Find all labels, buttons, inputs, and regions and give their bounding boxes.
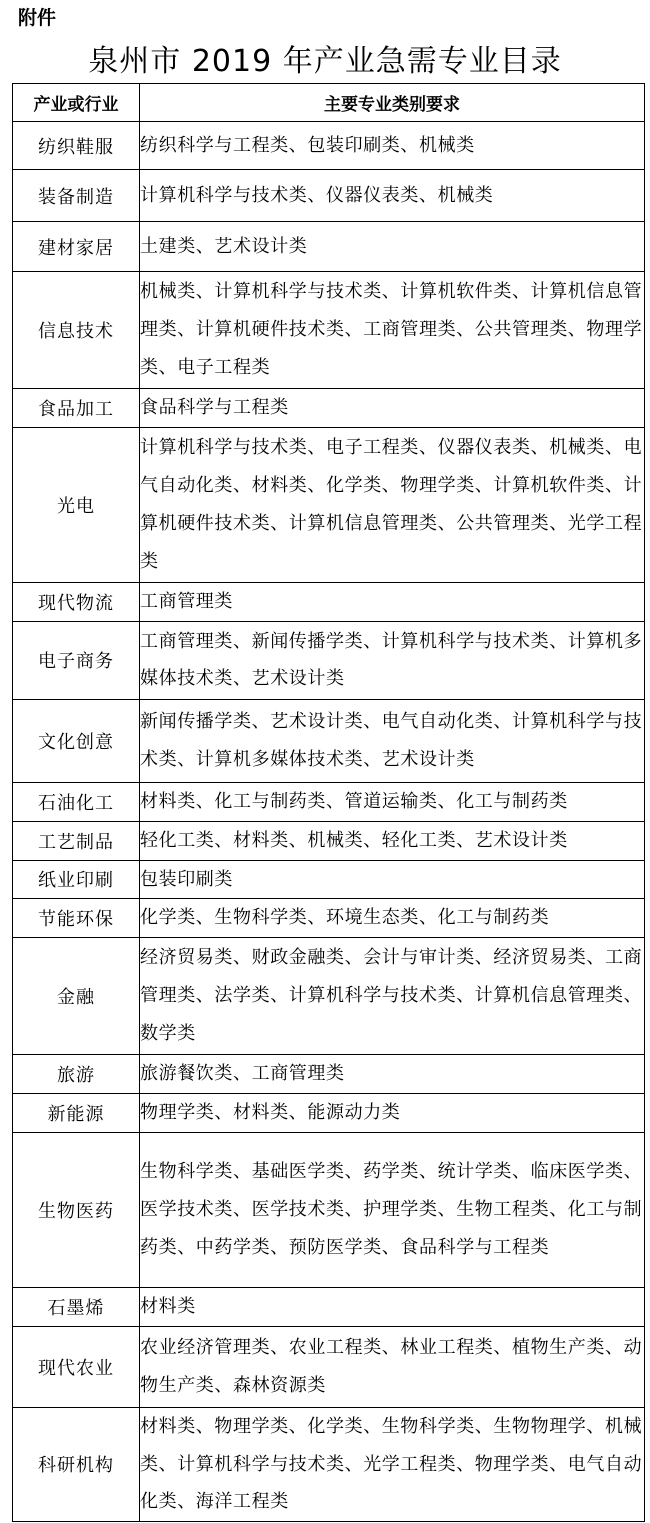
table-row: [13, 860, 645, 899]
industry-cell: 新能源: [13, 1094, 140, 1133]
annex-label: 附件: [18, 7, 57, 29]
industry-cell: 信息技术: [13, 272, 140, 389]
industry-cell: 工艺制品: [13, 821, 140, 860]
majors-cell: 计算机科学与技术类、仪器仪表类、机械类: [140, 170, 645, 222]
table-row: [13, 899, 645, 938]
industry-cell: 旅游: [13, 1055, 140, 1094]
table-row: [13, 389, 645, 428]
table-row: [13, 1326, 645, 1407]
table-row: [13, 621, 645, 699]
table-row: [13, 222, 645, 272]
majors-cell: 计算机科学与技术类、电子工程类、仪器仪表类、机械类、电气自动化类、材料类、化学类、物理学类、计算机软件类、计算机硬件技术类、计算机信息管理类、公共管理类、光学工程类: [140, 427, 645, 582]
majors-cell: 化学类、生物科学类、环境生态类、化工与制药类: [140, 899, 645, 938]
table-row: [13, 582, 645, 621]
majors-cell: 经济贸易类、财政金融类、会计与审计类、经济贸易类、工商管理类、法学类、计算机科学与技术类、计算机信息管理类、数学类: [140, 938, 645, 1055]
header-industry: 产业或行业: [13, 84, 140, 122]
majors-cell: 新闻传播学类、艺术设计类、电气自动化类、计算机科学与技术类、计算机多媒体技术类、艺术设计类: [140, 699, 645, 782]
industry-cell: 生物医药: [13, 1132, 140, 1287]
industry-cell: 纺织鞋服: [13, 122, 140, 170]
industry-cell: 纸业印刷: [13, 860, 140, 899]
table-header-row: [13, 84, 645, 122]
table-row: [13, 782, 645, 821]
table-row: [13, 170, 645, 222]
table-row: [13, 122, 645, 170]
page-title: 泉州市 2019 年产业急需专业目录: [88, 44, 562, 79]
header-majors: 主要专业类别要求: [140, 84, 645, 122]
industry-cell: 光电: [13, 427, 140, 582]
majors-cell: 包装印刷类: [140, 860, 645, 899]
table-row: [13, 1407, 645, 1521]
industry-cell: 现代农业: [13, 1326, 140, 1407]
table-row: [13, 427, 645, 582]
majors-cell: 农业经济管理类、农业工程类、林业工程类、植物生产类、动物生产类、森林资源类: [140, 1326, 645, 1407]
major-catalog-table: [12, 83, 645, 1522]
table-row: [13, 1132, 645, 1287]
table-row: [13, 1287, 645, 1326]
table-row: [13, 938, 645, 1055]
industry-cell: 节能环保: [13, 899, 140, 938]
industry-cell: 装备制造: [13, 170, 140, 222]
industry-cell: 建材家居: [13, 222, 140, 272]
industry-cell: 文化创意: [13, 699, 140, 782]
majors-cell: 物理学类、材料类、能源动力类: [140, 1094, 645, 1133]
majors-cell: 工商管理类、新闻传播学类、计算机科学与技术类、计算机多媒体技术类、艺术设计类: [140, 621, 645, 699]
industry-cell: 石墨烯: [13, 1287, 140, 1326]
table-row: [13, 1094, 645, 1133]
table-row: [13, 699, 645, 782]
majors-cell: 旅游餐饮类、工商管理类: [140, 1055, 645, 1094]
majors-cell: 纺织科学与工程类、包装印刷类、机械类: [140, 122, 645, 170]
industry-cell: 金融: [13, 938, 140, 1055]
industry-cell: 科研机构: [13, 1407, 140, 1521]
table-row: [13, 1055, 645, 1094]
majors-cell: 材料类: [140, 1287, 645, 1326]
majors-cell: 材料类、物理学类、化学类、生物科学类、生物物理学、机械类、计算机科学与技术类、光学工程类、物理学类、电气自动化类、海洋工程类: [140, 1407, 645, 1521]
majors-cell: 工商管理类: [140, 582, 645, 621]
majors-cell: 材料类、化工与制药类、管道运输类、化工与制药类: [140, 782, 645, 821]
table-row: [13, 821, 645, 860]
majors-cell: 轻化工类、材料类、机械类、轻化工类、艺术设计类: [140, 821, 645, 860]
majors-cell: 生物科学类、基础医学类、药学类、统计学类、临床医学类、医学技术类、医学技术类、护理学类、生物工程类、化工与制药类、中药学类、预防医学类、食品科学与工程类: [140, 1132, 645, 1287]
table-row: [13, 272, 645, 389]
majors-cell: 机械类、计算机科学与技术类、计算机软件类、计算机信息管理类、计算机硬件技术类、工商管理类、公共管理类、物理学类、电子工程类: [140, 272, 645, 389]
majors-cell: 食品科学与工程类: [140, 389, 645, 428]
industry-cell: 石油化工: [13, 782, 140, 821]
majors-cell: 土建类、艺术设计类: [140, 222, 645, 272]
industry-cell: 食品加工: [13, 389, 140, 428]
industry-cell: 现代物流: [13, 582, 140, 621]
industry-cell: 电子商务: [13, 621, 140, 699]
